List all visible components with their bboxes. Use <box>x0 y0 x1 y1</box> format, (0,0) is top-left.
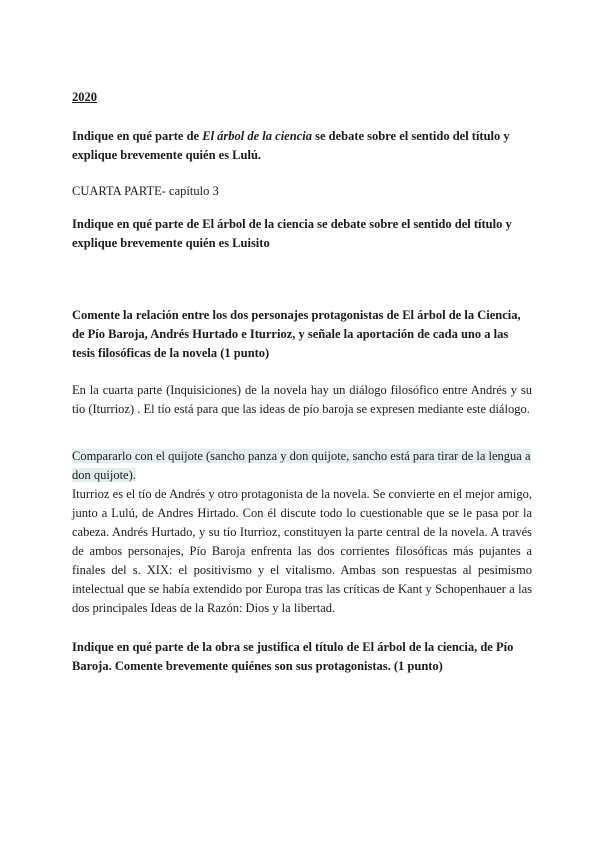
question-lulu-prefix: Indique en qué parte de <box>72 129 203 143</box>
answer-paragraph-iturrioz: Iturrioz es el tío de Andrés y otro protagonista de la novela. Se convierte en el mejor amigo, junto a Lulú, de Andres Hirtado. Con él discute todo lo cuestionable que se le pasa por la cabeza. Andrés Hurtado, y su tío Iturrioz, constituyen la parte central de la novela. A través de ambos personajes, Pío Baroja enfrenta las dos corrientes filosóficas más pujantes a finales del s. XIX: el positivismo y el vitalismo. Ambas son respuestas al pesimismo intelectual que se había extendido por Europa tras las críticas de Kant y Schopenhauer a las dos principales Ideas de la Razón: Dios y la libertad. <box>72 487 532 615</box>
question-title-justification: Indique en qué parte de la obra se justifica el título de El árbol de la ciencia, de Pío Baroja. Comente brevemente quiénes son sus protagonistas. (1 punto) <box>72 640 514 673</box>
question-protagonists-relation: Comente la relación entre los dos personajes protagonistas de El árbol de la Ciencia, de Pío Baroja, Andrés Hurtado e Iturrioz, y señale la aportación de cada uno a las tesis filosóficas de la novela (1 punto) <box>72 308 521 360</box>
question-lulu-suffix: se debate sobre el sentido del título y explique brevemente quién es Lulú. <box>72 129 510 162</box>
highlighted-note-text: Compararlo con el quijote (sancho panza y don quijote, sancho está para tirar de la lengua a don quijote). <box>72 449 531 482</box>
year-heading: 2020 <box>72 90 97 104</box>
answer-paragraph-dialogue: En la cuarta parte (Inquisiciones) de la novela hay un diálogo filosófico entre Andrés y su tío (Iturrioz) . El tío está para que las ideas de pío baroja se expresen mediante este diálogo. <box>72 383 532 416</box>
document-page <box>72 88 532 676</box>
chapter-reference: CUARTA PARTE- capítulo 3 <box>72 184 219 198</box>
question-lulu <box>72 127 532 165</box>
highlighted-note <box>72 447 532 485</box>
question-lulu-title: El árbol de la ciencia <box>202 129 312 143</box>
question-luisito: Indique en qué parte de El árbol de la ciencia se debate sobre el sentido del título y explique brevemente quién es Luisito <box>72 217 512 250</box>
